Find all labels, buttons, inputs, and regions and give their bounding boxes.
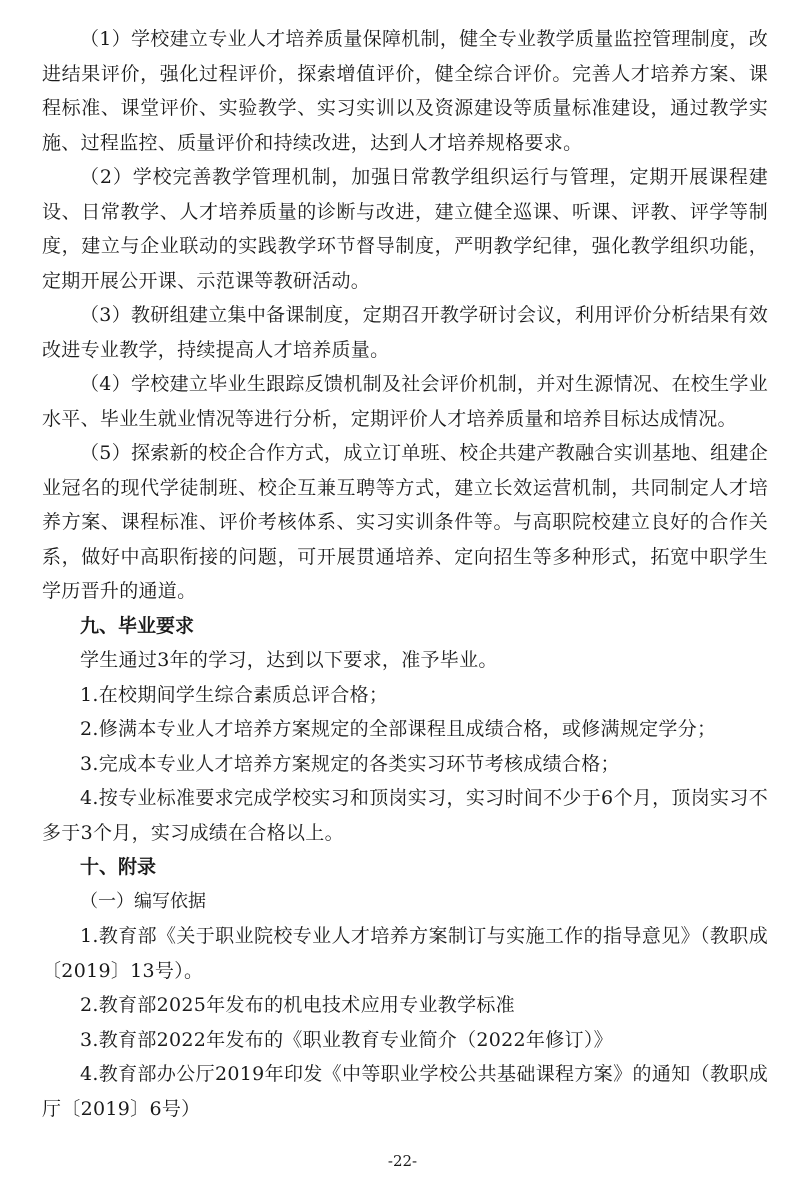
paragraph-school-enterprise: （5）探索新的校企合作方式，成立订单班、校企共建产教融合实训基地、组建企业冠名的现代学徒制班、校企互兼互聘等方式，建立长效运营机制，共同制定人才培养方案、课程标准、评价考核体系、实习实训条件等。与高职院校建立良好的合作关系，做好中高职衔接的问题，可开展贯通培养、定向招生等多种形式，拓宽中职学生学历晋升的通道。 <box>42 442 768 602</box>
section-heading-graduation: 九、毕业要求 <box>80 614 195 637</box>
paragraph-quality-assurance: （1）学校建立专业人才培养质量保障机制，健全专业教学质量监控管理制度，改进结果评价，强化过程评价，探索增值评价，健全综合评价。完善人才培养方案、课程标准、课堂评价、实验教学、实习实训以及资源建设等质量标准建设，通过教学实施、过程监控、质量评价和持续改进，达到人才培养规格要求。 <box>42 28 768 154</box>
paragraph-lesson-preparation: （3）教研组建立集中备课制度，定期召开教学研讨会议，利用评价分析结果有效改进专业教学，持续提高人才培养质量。 <box>42 304 768 361</box>
paragraph-graduate-tracking: （4）学校建立毕业生跟踪反馈机制及社会评价机制，并对生源情况、在校生学业水平、毕业生就业情况等进行分析，定期评价人才培养质量和培养目标达成情况。 <box>42 373 768 430</box>
graduation-item: 4.按专业标准要求完成学校实习和顶岗实习，实习时间不少于6个月，顶岗实习不多于3个月，实习成绩在合格以上。 <box>42 787 768 844</box>
graduation-intro: 学生通过3年的学习，达到以下要求，准予毕业。 <box>80 649 498 671</box>
graduation-item: 3.完成本专业人才培养方案规定的各类实习环节考核成绩合格； <box>80 752 620 775</box>
reference-item: 1.教育部《关于职业院校专业人才培养方案制订与实施工作的指导意见》（教职成〔2019〕13号）。 <box>42 925 768 982</box>
page-number: -22- <box>387 1152 418 1170</box>
appendix-subheading: （一）编写依据 <box>80 890 206 912</box>
reference-item: 4.教育部办公厅2019年印发《中等职业学校公共基础课程方案》的通知（教职成厅〔2019〕6号） <box>42 1063 768 1120</box>
graduation-item: 2.修满本专业人才培养方案规定的全部课程且成绩合格，或修满规定学分； <box>80 718 717 740</box>
section-heading-appendix: 十、附录 <box>80 856 157 878</box>
reference-item: 3.教育部2022年发布的《职业教育专业简介（2022年修订）》 <box>80 1028 613 1051</box>
graduation-item: 1.在校期间学生综合素质总评合格； <box>80 683 389 706</box>
reference-item: 2.教育部2025年发布的机电技术应用专业教学标准 <box>80 994 515 1016</box>
paragraph-teaching-management: （2）学校完善教学管理机制，加强日常教学组织运行与管理，定期开展课程建设、日常教学、人才培养质量的诊断与改进，建立健全巡课、听课、评教、评学等制度，建立与企业联动的实践教学环节督导制度，严明教学纪律，强化教学组织功能，定期开展公开课、示范课等教研活动。 <box>42 166 768 292</box>
document-body <box>42 22 768 1126</box>
